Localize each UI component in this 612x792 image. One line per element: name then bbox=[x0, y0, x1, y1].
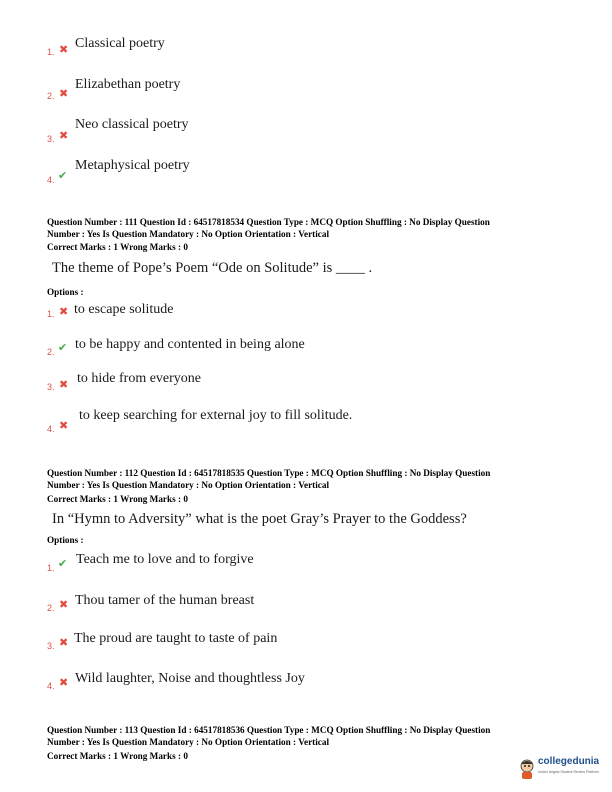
option-number: 3. bbox=[47, 134, 55, 144]
checkmark-icon: ✔ bbox=[58, 341, 68, 354]
question-marks: Correct Marks : 1 Wrong Marks : 0 bbox=[47, 751, 188, 761]
question-meta-line1: Question Number : 111 Question Id : 64517818534 Question Type : MCQ Option Shuffling : No Display Question bbox=[47, 217, 490, 227]
option-number: 2. bbox=[47, 347, 55, 357]
option-number: 4. bbox=[47, 175, 55, 185]
option-text: Metaphysical poetry bbox=[75, 158, 190, 173]
option-text: Classical poetry bbox=[75, 36, 165, 51]
option-text: to keep searching for external joy to fill solitude. bbox=[79, 408, 353, 423]
option-number: 2. bbox=[47, 91, 55, 101]
question-marks: Correct Marks : 1 Wrong Marks : 0 bbox=[47, 494, 188, 504]
option-text: Elizabethan poetry bbox=[75, 77, 181, 92]
cross-icon: ✖ bbox=[59, 419, 69, 432]
cross-icon: ✖ bbox=[59, 378, 69, 391]
option-number: 3. bbox=[47, 641, 55, 651]
option-text: The proud are taught to taste of pain bbox=[74, 631, 278, 646]
option-text: Neo classical poetry bbox=[75, 117, 189, 132]
question-meta-line2: Number : Yes Is Question Mandatory : No Option Orientation : Vertical bbox=[47, 480, 329, 490]
option-text: Thou tamer of the human breast bbox=[75, 593, 255, 608]
option-text: Teach me to love and to forgive bbox=[76, 552, 254, 567]
cross-icon: ✖ bbox=[59, 676, 69, 689]
checkmark-icon: ✔ bbox=[58, 169, 68, 182]
option-text: to escape solitude bbox=[74, 302, 174, 317]
option-number: 4. bbox=[47, 424, 55, 434]
cross-icon: ✖ bbox=[59, 87, 69, 100]
cross-icon: ✖ bbox=[59, 43, 69, 56]
question-meta-line2: Number : Yes Is Question Mandatory : No Option Orientation : Vertical bbox=[47, 229, 329, 239]
options-label: Options : bbox=[47, 287, 84, 297]
cross-icon: ✖ bbox=[59, 598, 69, 611]
brand-name: collegedunia bbox=[538, 756, 600, 767]
cross-icon: ✖ bbox=[59, 636, 69, 649]
option-text: to hide from everyone bbox=[77, 371, 202, 386]
option-number: 3. bbox=[47, 382, 55, 392]
question-meta-line1: Question Number : 113 Question Id : 64517818536 Question Type : MCQ Option Shuffling : No Display Question bbox=[47, 725, 491, 735]
option-number: 2. bbox=[47, 603, 55, 613]
checkmark-icon: ✔ bbox=[58, 557, 68, 570]
cross-icon: ✖ bbox=[59, 129, 69, 142]
option-number: 1. bbox=[47, 309, 55, 319]
collegedunia-logo bbox=[518, 756, 610, 786]
question-text: In “Hymn to Adversity” what is the poet Gray’s Prayer to the Goddess? bbox=[52, 511, 467, 527]
options-label: Options : bbox=[47, 535, 84, 545]
question-marks: Correct Marks : 1 Wrong Marks : 0 bbox=[47, 242, 188, 252]
question-meta-line1: Question Number : 112 Question Id : 64517818535 Question Type : MCQ Option Shuffling : No Display Question bbox=[47, 468, 491, 478]
option-number: 4. bbox=[47, 681, 55, 691]
question-text: The theme of Pope’s Poem “Ode on Solitude” is ____ . bbox=[52, 260, 373, 276]
cross-icon: ✖ bbox=[59, 305, 69, 318]
option-text: to be happy and contented in being alone bbox=[75, 337, 305, 352]
brand-tagline: India's largest Student Review Platform bbox=[538, 770, 599, 774]
mascot-icon bbox=[518, 758, 536, 780]
option-number: 1. bbox=[47, 47, 55, 57]
option-number: 1. bbox=[47, 563, 55, 573]
option-text: Wild laughter, Noise and thoughtless Joy bbox=[75, 671, 305, 686]
question-meta-line2: Number : Yes Is Question Mandatory : No Option Orientation : Vertical bbox=[47, 737, 329, 747]
